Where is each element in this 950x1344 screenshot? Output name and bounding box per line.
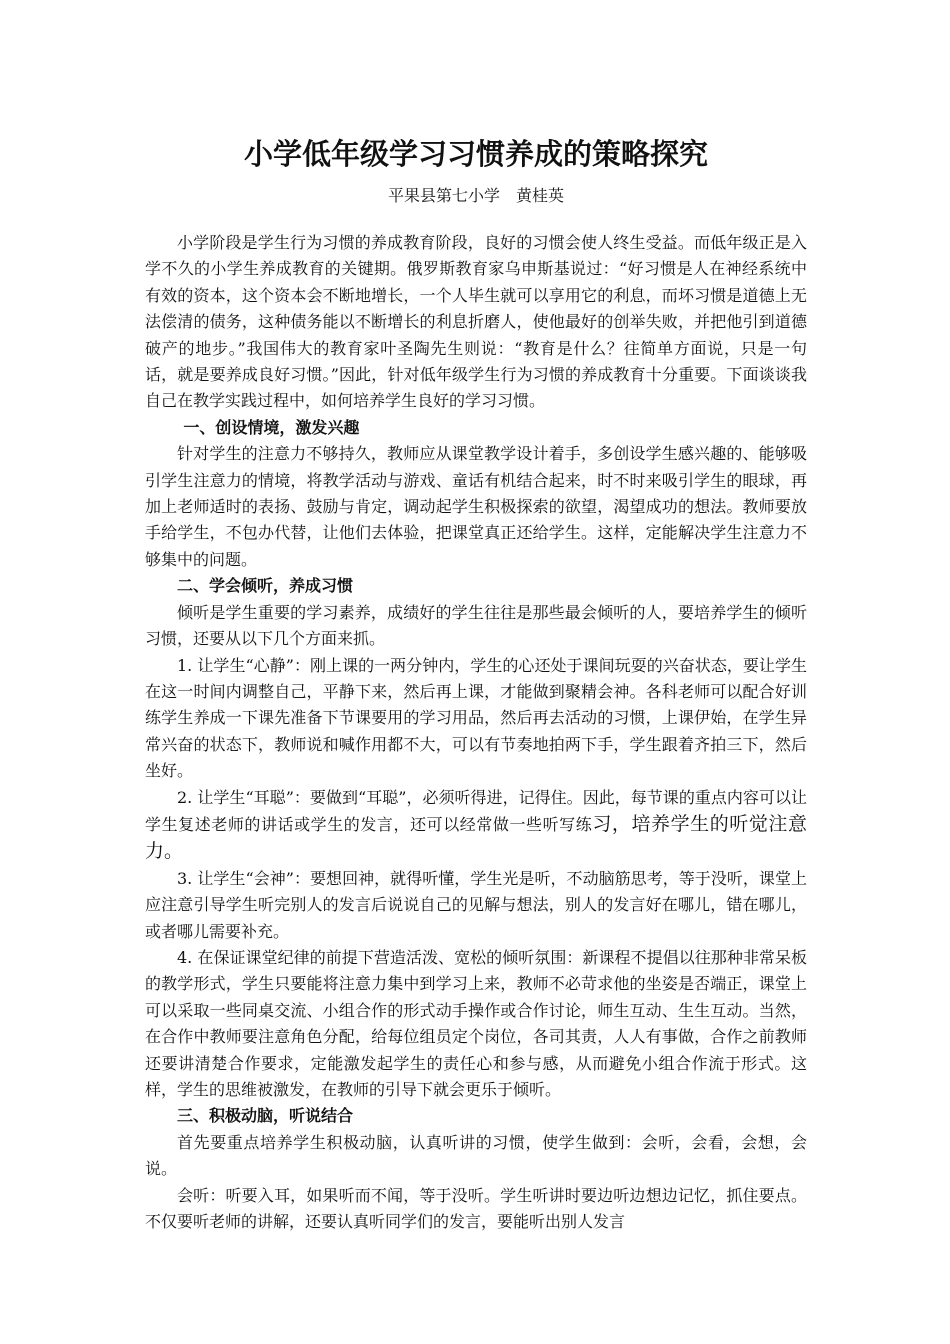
section-heading-3: 三、积极动脑，听说结合 — [177, 1106, 354, 1126]
document-byline: 平果县第七小学 黄桂英 — [387, 186, 564, 205]
list-item-paragraph: 1. 让学生“心静”：刚上课的一两分钟内，学生的心还处于课间玩耍的兴奋状态，要让学生在这一时间内调整自己，平静下来，然后再上课，才能做到聚精会神。各科老师可以配合好训练学生养成一下课先准备下节课要用的学习用品，然后再去活动的习惯，上课伊始，在学生异常兴奋的状态下，教师说和喊作用都不大，可以有节奏地拍两下手，学生跟着齐拍三下，然后坐好。 — [145, 655, 807, 781]
paragraph: 倾听是学生重要的学习素养，成绩好的学生往往是那些最会倾听的人，要培养学生的倾听习惯，还要从以下几个方面来抓。 — [145, 602, 807, 649]
paragraph: 首先要重点培养学生积极动脑，认真听讲的习惯，使学生做到：会听，会看，会想，会说。 — [145, 1132, 807, 1179]
list-item-paragraph: 3. 让学生“会神”：要想回神，就得听懂，学生光是听，不动脑筋思考，等于没听，课堂上应注意引导学生听完别人的发言后说说自己的见解与想法，别人的发言好在哪儿，错在哪儿，或者哪儿需要补充。 — [145, 868, 807, 941]
paragraph: 针对学生的注意力不够持久，教师应从课堂教学设计着手，多创设学生感兴趣的、能够吸引学生注意力的情境，将教学活动与游戏、童话有机结合起来，时不时来吸引学生的眼球，再加上老师适时的表扬、鼓励与肯定，调动起学生积极探索的欲望，渴望成功的想法。教师要放手给学生，不包办代替，让他们去体验，把课堂真正还给学生。这样，定能解决学生注意力不够集中的问题。 — [145, 444, 807, 569]
document-body — [145, 230, 807, 1235]
paragraph-text: 2. 让学生“耳聪”：要做到“耳聪”，必须听得进，记得住。因此，每节课的重点内容可以让学生复述老师的讲话或学生的发言，还可以经常做一些听写练 — [145, 787, 807, 834]
section-heading-1: 一、创设情境，激发兴趣 — [183, 417, 360, 437]
document-page — [145, 120, 807, 1235]
document-title: 小学低年级学习习惯养成的策略探究 — [243, 137, 708, 171]
paragraph: 会听：听要入耳，如果听而不闻，等于没听。学生听讲时要边听边想边记忆，抓住要点。不仅要听老师的讲解，还要认真听同学们的发言，要能听出别人发言 — [145, 1185, 807, 1232]
section-heading-2: 二、学会倾听，养成习惯 — [177, 576, 354, 596]
list-item-paragraph — [145, 785, 807, 866]
list-item-paragraph: 4. 在保证课堂纪律的前提下营造活泼、宽松的倾听氛围：新课程不提倡以往那种非常呆板的教学形式，学生只要能将注意力集中到学习上来，教师不必苛求他的坐姿是否端正，课堂上可以采取一些同桌交流、小组合作的形式动手操作或合作讨论，师生互动、生生互动。当然，在合作中教师要注意角色分配，给每位组员定个岗位，各司其责，人人有事做，合作之前教师还要讲清楚合作要求，定能激发起学生的责任心和参与感，从而避免小组合作流于形式。这样，学生的思维被激发，在教师的引导下就会更乐于倾听。 — [145, 947, 807, 1099]
intro-paragraph: 小学阶段是学生行为习惯的养成教育阶段，良好的习惯会使人终生受益。而低年级正是入学不久的小学生养成教育的关键期。俄罗斯教育家乌申斯基说过：“好习惯是人在神经系统中有效的资本，这个资本会不断地增长，一个人毕生就可以享用它的利息，而坏习惯是道德上无法偿清的债务，这种债务能以不断增长的利息折磨人，使他最好的创举失败，并把他引到道德破产的地步。”我国伟大的教育家叶圣陶先生则说：“教育是什么？往简单方面说，只是一句话，就是要养成良好习惯。”因此，针对低年级学生行为习惯的养成教育十分重要。下面谈谈我自己在教学实践过程中，如何培养学生良好的学习习惯。 — [145, 233, 807, 411]
paragraph-text-large: 习，培养学生的听觉注意力。 — [145, 812, 807, 863]
